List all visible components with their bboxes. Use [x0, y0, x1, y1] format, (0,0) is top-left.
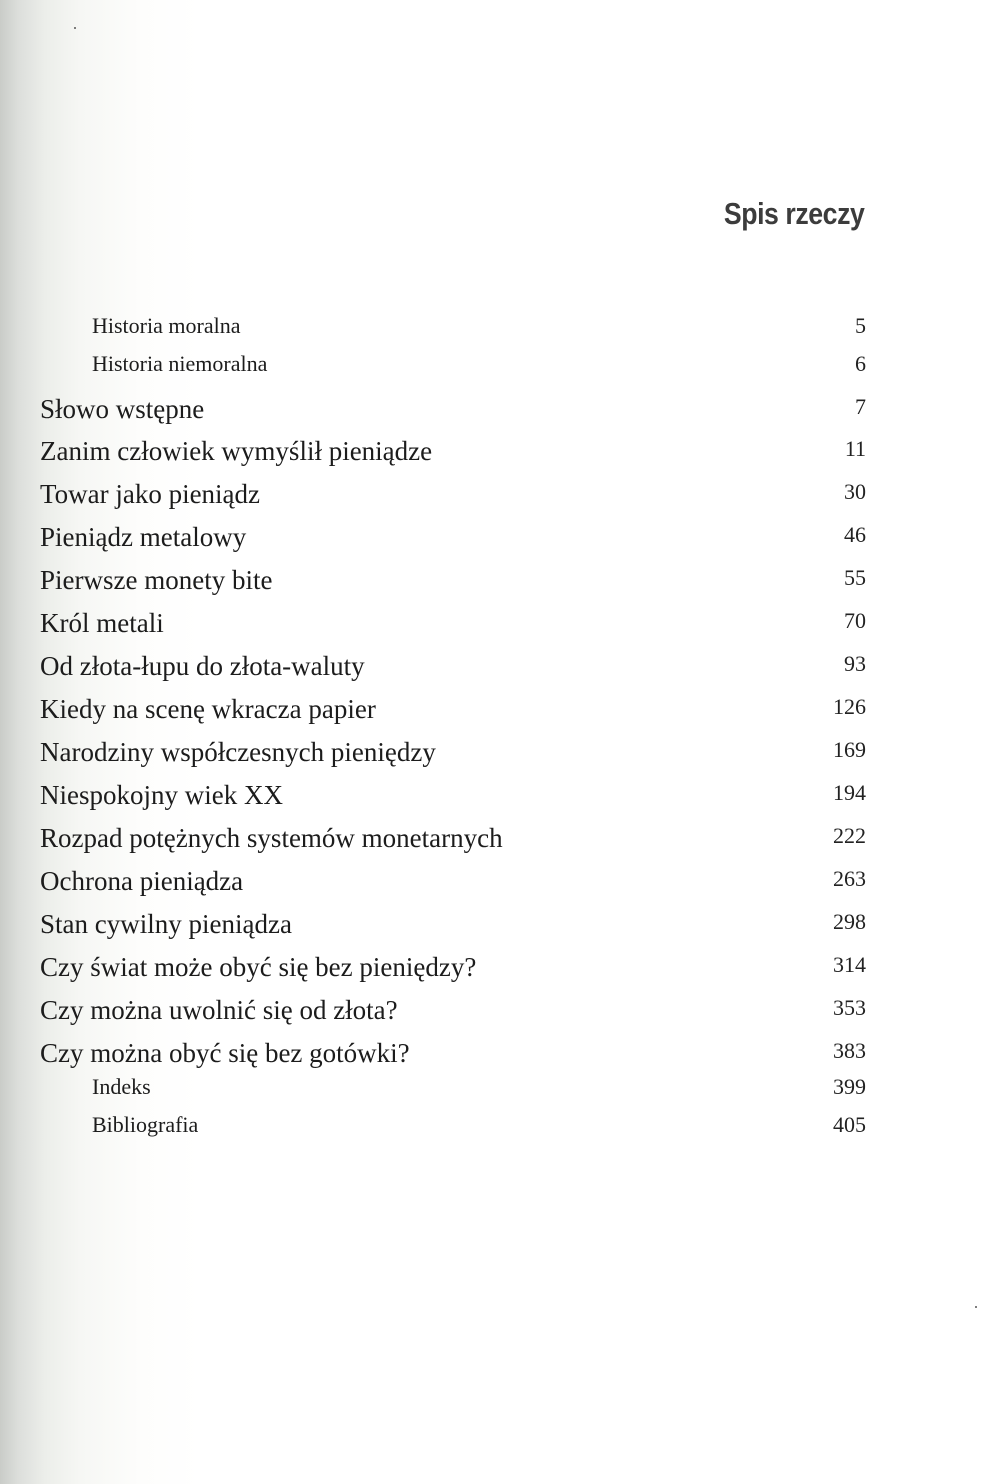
toc-entry — [0, 737, 988, 767]
toc-entry-page: 353 — [833, 995, 866, 1020]
toc-entry — [0, 995, 988, 1025]
toc-entry — [0, 1074, 988, 1104]
toc-entry — [0, 866, 988, 896]
toc-entry-page: 298 — [833, 909, 866, 934]
toc-entry-page: 30 — [844, 479, 866, 504]
paper-speck — [74, 27, 76, 29]
toc-entry — [0, 952, 988, 982]
toc-entry-label: Indeks — [92, 1074, 151, 1099]
toc-entry-page: 314 — [833, 952, 866, 977]
toc-entry — [0, 351, 988, 381]
toc-entry-label: Towar jako pieniądz — [40, 479, 261, 509]
toc-entry-label: Rozpad potężnych systemów monetarnych — [40, 823, 503, 853]
toc-entry — [0, 608, 988, 638]
toc-entry-page: 93 — [844, 651, 866, 676]
toc-entry-page: 194 — [833, 780, 866, 805]
toc-entry-label: Słowo wstępne — [40, 394, 205, 424]
toc-entry-page: 7 — [855, 394, 866, 419]
paper-speck — [975, 1306, 977, 1308]
toc-entry-label: Pieniądz metalowy — [40, 522, 247, 552]
toc-entry — [0, 522, 988, 552]
toc-entry-page: 399 — [833, 1074, 866, 1099]
toc-entry-label: Niespokojny wiek XX — [40, 780, 283, 810]
toc-entry-label: Historia moralna — [92, 313, 241, 338]
toc-entry — [0, 909, 988, 939]
toc-entry-label: Stan cywilny pieniądza — [40, 909, 292, 939]
toc-entry-label: Pierwsze monety bite — [40, 565, 273, 595]
toc-entry — [0, 436, 988, 466]
toc-entry-label: Król metali — [40, 608, 164, 638]
toc-entry-page: 405 — [833, 1112, 866, 1137]
toc-entry-page: 6 — [855, 351, 866, 376]
toc-entry-page: 11 — [844, 436, 866, 461]
toc-entry-label: Od złota-łupu do złota-waluty — [40, 651, 365, 681]
toc-entry-page: 70 — [844, 608, 866, 633]
toc-entry-label: Narodziny współczesnych pieniędzy — [40, 737, 436, 767]
toc-entry-label: Kiedy na scenę wkracza papier — [40, 694, 376, 724]
toc-entry — [0, 313, 988, 343]
toc-entry-page: 126 — [833, 694, 866, 719]
page-title: Spis rzeczy — [723, 196, 864, 231]
toc-entry — [0, 651, 988, 681]
toc-entry-page: 263 — [833, 866, 866, 891]
toc-entry — [0, 1112, 988, 1142]
toc-entry-label: Czy można obyć się bez gotówki? — [40, 1038, 410, 1068]
toc-entry-label: Czy można uwolnić się od złota? — [40, 995, 398, 1025]
toc-entry — [0, 694, 988, 724]
toc-entry-label: Zanim człowiek wymyślił pieniądze — [40, 436, 433, 466]
toc-entry-label: Czy świat może obyć się bez pieniędzy? — [40, 952, 477, 982]
toc-entry — [0, 565, 988, 595]
toc-entry-page: 5 — [855, 313, 866, 338]
toc-entry-page: 46 — [844, 522, 866, 547]
toc-entry-page: 383 — [833, 1038, 866, 1063]
toc-entry — [0, 780, 988, 810]
toc-entry-label: Ochrona pieniądza — [40, 866, 244, 896]
toc-entry-page: 55 — [844, 565, 866, 590]
toc-entry-page: 169 — [833, 737, 866, 762]
toc-entry — [0, 479, 988, 509]
toc-entry — [0, 394, 988, 424]
toc-entry-label: Historia niemoralna — [92, 351, 268, 376]
toc-entry-page: 222 — [833, 823, 866, 848]
toc-entry — [0, 823, 988, 853]
toc-entry — [0, 1038, 988, 1068]
toc-entry-label: Bibliografia — [92, 1112, 199, 1137]
